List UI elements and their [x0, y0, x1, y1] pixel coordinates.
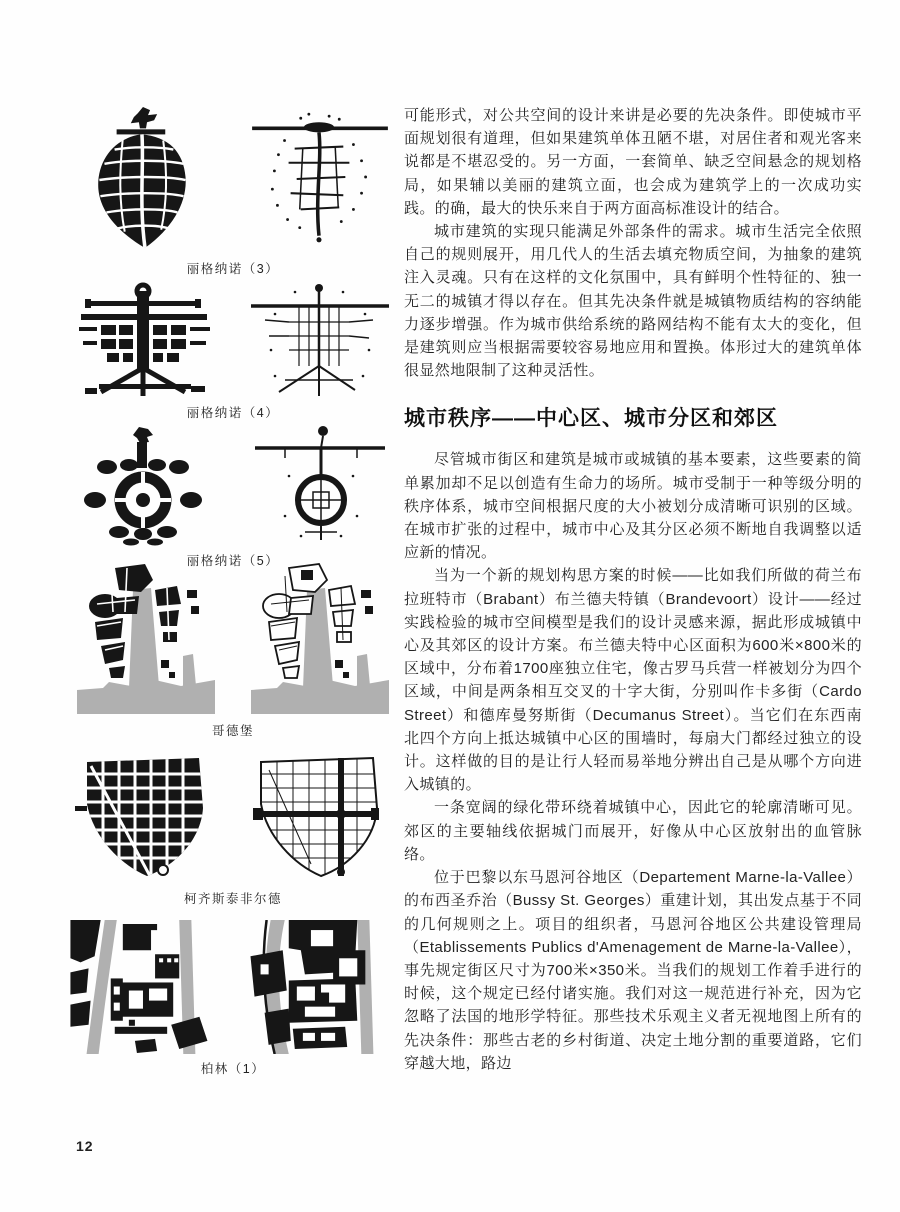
figure-pair: [70, 424, 396, 546]
figure-row-lignano-3: [70, 104, 396, 277]
figure-row-gothenburg: [70, 560, 396, 739]
figure-caption: 柯齐斯泰非尔德: [183, 892, 282, 906]
paragraph-continuation: 可能形式，对公共空间的设计来讲是必要的先决条件。即使城市平面规划很有道理，但如果建筑单体丑陋不堪，对居住者和观光客来说都是不堪忍受的。另一方面，一套简单、缺乏空间悬念的规划格局，如果辅以美丽的建筑立面，也会成为建筑学上的一次成功实践。的确，最大的快乐来自于两方面高标准设计的结合。: [404, 107, 862, 217]
lignano-5-solid-plan-map: [70, 424, 222, 546]
figure-pair: [70, 104, 396, 254]
berlin-figure-ground-map-right: [244, 920, 396, 1054]
figure-pair: [70, 920, 396, 1054]
gothenburg-solid-plan-map: [70, 560, 222, 716]
article-text-column: [404, 104, 862, 1075]
fan-quarter-line-plan-map: [244, 748, 396, 884]
paragraph: 城市建筑的实现只能满足外部条件的需求。城市生活完全依照自己的规则展开，用几代人的生活去填充物质空间，为抽象的建筑注入灵魂。只有在这样的文化氛围中，具有鲜明个性特征的、独一无二的城镇才得以存在。但其先决条件就是城镇物质结构的容纳能力逐步增强。作为城市供给系统的路网结构不能有太大的变化，但是建筑则应当根据需要较容易地应用和置换。体形过大的建筑单体很显然地限制了这种灵活性。: [404, 223, 862, 380]
lignano-4-solid-plan-map: [70, 280, 222, 398]
section-heading: 城市秩序——中心区、城市分区和郊区: [404, 407, 778, 431]
figure-caption: 哥德堡: [211, 724, 254, 738]
paragraph: 当为一个新的规划构思方案的时候——比如我们所做的荷兰布拉班特市（Brabant）布兰德夫特镇（Brandevoort）设计——经过实践检验的城市空间模型是我们的设计灵感来源，据此形成城镇中心及其郊区的设计方案。布兰德夫特中心区面积为600米×800米的区域中，分布着1700座独立住宅，像古罗马兵营一样被划分为四个区域，中间是两条相互交叉的十字大街，分别叫作卡多街（Cardo Street）和德库曼努斯街（Decumanus Street）。当它们在东西南北四个方向上抵达城镇中心区的围墙时，每扇大门都经过独立的设计。这样做的目的是让行人轻而易举地分辨出自己是从哪个方向进入城镇的。: [404, 567, 862, 794]
page-number: 12: [76, 1138, 94, 1154]
figure-caption: 丽格纳诺（4）: [186, 406, 280, 420]
lignano-5-line-plan-map: [244, 424, 396, 546]
berlin-figure-ground-map-left: [70, 920, 222, 1054]
figure-row-fan-quarter: [70, 748, 396, 907]
figure-caption: 丽格纳诺（3）: [186, 262, 280, 276]
fan-quarter-solid-plan-map: [70, 748, 222, 884]
figure-pair: [70, 748, 396, 884]
figure-caption: 柏林（1）: [200, 1062, 266, 1076]
lignano-3-line-plan-map: [244, 104, 396, 254]
figure-caption: 丽格纳诺（5）: [186, 554, 280, 568]
lignano-4-line-plan-map: [244, 280, 396, 398]
figure-row-lignano-4: [70, 280, 396, 421]
lignano-3-solid-plan-map: [70, 104, 222, 254]
figure-row-lignano-5: [70, 424, 396, 569]
figure-pair: [70, 560, 396, 716]
paragraph: 尽管城市街区和建筑是城市或城镇的基本要素，这些要素的简单累加却不足以创造有生命力的场所。城市受制于一种等级分明的秩序体系，城市空间根据尺度的大小被划分成清晰可识别的区域。在城市扩张的过程中，城市中心及其分区必须不断地自我调整以适应新的情况。: [404, 451, 862, 562]
paragraph: 一条宽阔的绿化带环绕着城镇中心，因此它的轮廓清晰可见。郊区的主要轴线依据城门而展开，好像从中心区放射出的血管脉络。: [404, 799, 862, 863]
figure-row-berlin: [70, 920, 396, 1077]
paragraph: 位于巴黎以东马恩河谷地区（Departement Marne-la-Vallee）的布西圣乔治（Bussy St. Georges）重建计划，其出发点基于不同的几何规则之上。项目的组织者，马恩河谷地区公共建设管理局（Etablissements Publics d'Amenagement de Marne-la-Vallee），事先规定街区尺寸为700米×350米。当我们的规划工作着手进行的时候，这个规定已经付诸实施。我们对这一规范进行补充，因为它忽略了法国的地形学特征。那些技术乐观主义者无视地图上所有的先决条件：那些古老的乡村街道、决定土地分割的重要道路，它们穿越大地，路边: [404, 869, 862, 1072]
figure-pair: [70, 280, 396, 398]
gothenburg-line-plan-map: [244, 560, 396, 716]
